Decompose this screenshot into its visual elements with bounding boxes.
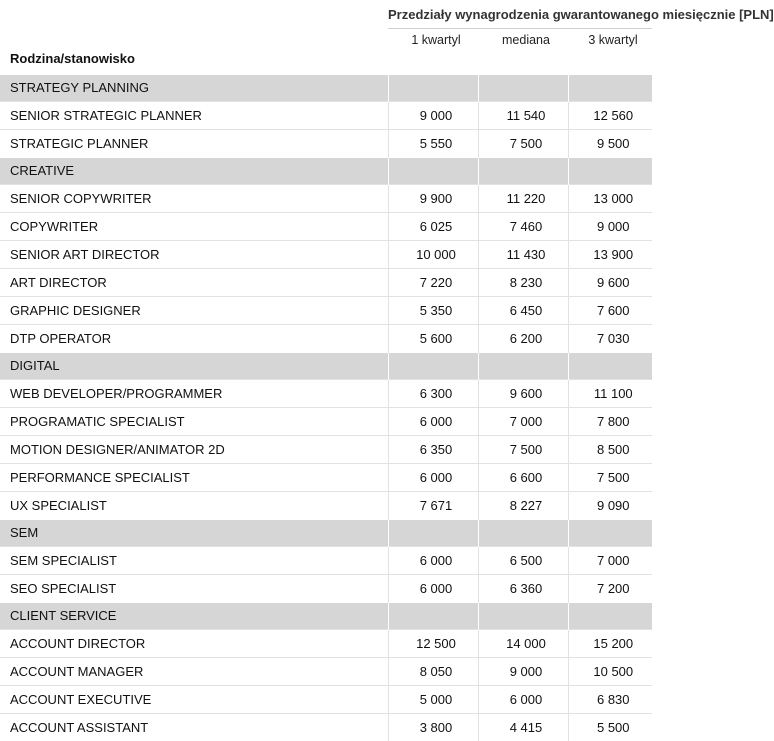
q3-value: 9 500 [568, 129, 652, 157]
q1-value: 5 600 [388, 324, 478, 352]
median-value: 9 600 [478, 379, 568, 407]
q1-value: 7 220 [388, 268, 478, 296]
table-row [0, 129, 652, 157]
median-value: 7 500 [478, 435, 568, 463]
q3-value: 13 000 [568, 184, 652, 212]
position-name: SENIOR COPYWRITER [0, 184, 388, 212]
section-cell [478, 519, 568, 546]
section-name: SEM [0, 519, 388, 546]
median-value: 8 230 [478, 268, 568, 296]
q3-value: 5 500 [568, 713, 652, 741]
section-name: STRATEGY PLANNING [0, 74, 388, 101]
section-cell [478, 74, 568, 101]
median-value: 8 227 [478, 491, 568, 519]
section-row [0, 74, 652, 101]
section-cell [388, 602, 478, 629]
table-row [0, 713, 652, 741]
section-name: CREATIVE [0, 157, 388, 184]
table-row [0, 268, 652, 296]
median-value: 6 000 [478, 685, 568, 713]
column-header-row [0, 29, 652, 75]
column-header-q1: 1 kwartyl [411, 33, 461, 47]
section-name: DIGITAL [0, 352, 388, 379]
median-value: 9 000 [478, 657, 568, 685]
position-name: COPYWRITER [0, 212, 388, 240]
q1-value: 6 000 [388, 574, 478, 602]
q1-value: 5 000 [388, 685, 478, 713]
q3-value: 7 800 [568, 407, 652, 435]
table-row [0, 324, 652, 352]
position-name: SENIOR ART DIRECTOR [0, 240, 388, 268]
position-name: ACCOUNT EXECUTIVE [0, 685, 388, 713]
q3-value: 9 090 [568, 491, 652, 519]
median-value: 14 000 [478, 629, 568, 657]
q3-value: 7 000 [568, 546, 652, 574]
position-name: UX SPECIALIST [0, 491, 388, 519]
q1-value: 5 350 [388, 296, 478, 324]
q3-value: 7 200 [568, 574, 652, 602]
q1-value: 9 000 [388, 101, 478, 129]
section-cell [568, 352, 652, 379]
section-cell [388, 519, 478, 546]
table-row [0, 240, 652, 268]
table-row [0, 407, 652, 435]
section-cell [388, 74, 478, 101]
table-title-row [0, 0, 652, 29]
position-name: STRATEGIC PLANNER [0, 129, 388, 157]
section-cell [568, 157, 652, 184]
table-row [0, 379, 652, 407]
row-label-header: Rodzina/stanowisko [10, 50, 135, 66]
q1-value: 12 500 [388, 629, 478, 657]
q3-value: 7 030 [568, 324, 652, 352]
section-cell [568, 519, 652, 546]
position-name: MOTION DESIGNER/ANIMATOR 2D [0, 435, 388, 463]
table-row [0, 212, 652, 240]
section-cell [478, 157, 568, 184]
q3-value: 12 560 [568, 101, 652, 129]
median-value: 6 450 [478, 296, 568, 324]
section-cell [478, 352, 568, 379]
q1-value: 6 000 [388, 546, 478, 574]
section-cell [568, 74, 652, 101]
q1-value: 6 000 [388, 463, 478, 491]
q3-value: 7 500 [568, 463, 652, 491]
table-row [0, 546, 652, 574]
section-cell [388, 352, 478, 379]
q3-value: 15 200 [568, 629, 652, 657]
section-row [0, 352, 652, 379]
position-name: ACCOUNT ASSISTANT [0, 713, 388, 741]
table-row [0, 491, 652, 519]
q1-value: 6 350 [388, 435, 478, 463]
q3-value: 11 100 [568, 379, 652, 407]
table-row [0, 629, 652, 657]
position-name: SENIOR STRATEGIC PLANNER [0, 101, 388, 129]
median-value: 4 415 [478, 713, 568, 741]
q3-value: 6 830 [568, 685, 652, 713]
section-row [0, 602, 652, 629]
q1-value: 10 000 [388, 240, 478, 268]
median-value: 7 460 [478, 212, 568, 240]
section-row [0, 157, 652, 184]
section-cell [388, 157, 478, 184]
median-value: 7 000 [478, 407, 568, 435]
q3-value: 9 600 [568, 268, 652, 296]
q3-value: 13 900 [568, 240, 652, 268]
median-value: 11 220 [478, 184, 568, 212]
q1-value: 5 550 [388, 129, 478, 157]
q1-value: 9 900 [388, 184, 478, 212]
table-row [0, 435, 652, 463]
q1-value: 3 800 [388, 713, 478, 741]
position-name: ACCOUNT MANAGER [0, 657, 388, 685]
position-name: ART DIRECTOR [0, 268, 388, 296]
q1-value: 8 050 [388, 657, 478, 685]
q3-value: 8 500 [568, 435, 652, 463]
q1-value: 7 671 [388, 491, 478, 519]
q3-value: 10 500 [568, 657, 652, 685]
table-body [0, 74, 652, 741]
table-row [0, 296, 652, 324]
q1-value: 6 000 [388, 407, 478, 435]
position-name: SEM SPECIALIST [0, 546, 388, 574]
q1-value: 6 300 [388, 379, 478, 407]
median-value: 6 200 [478, 324, 568, 352]
q3-value: 7 600 [568, 296, 652, 324]
position-name: PERFORMANCE SPECIALIST [0, 463, 388, 491]
table-row [0, 184, 652, 212]
median-value: 7 500 [478, 129, 568, 157]
q1-value: 6 025 [388, 212, 478, 240]
table-row [0, 574, 652, 602]
position-name: PROGRAMATIC SPECIALIST [0, 407, 388, 435]
section-row [0, 519, 652, 546]
section-name: CLIENT SERVICE [0, 602, 388, 629]
position-name: ACCOUNT DIRECTOR [0, 629, 388, 657]
median-value: 11 540 [478, 101, 568, 129]
column-header-q3: 3 kwartyl [588, 33, 638, 47]
median-value: 6 360 [478, 574, 568, 602]
table-row [0, 101, 652, 129]
position-name: WEB DEVELOPER/PROGRAMMER [0, 379, 388, 407]
median-value: 6 500 [478, 546, 568, 574]
median-value: 6 600 [478, 463, 568, 491]
table-row [0, 463, 652, 491]
median-value: 11 430 [478, 240, 568, 268]
position-name: DTP OPERATOR [0, 324, 388, 352]
section-cell [478, 602, 568, 629]
table-title: Przedziały wynagrodzenia gwarantowanego miesięcznie [PLN] [388, 0, 652, 29]
q3-value: 9 000 [568, 212, 652, 240]
title-spacer [0, 0, 388, 29]
table-row [0, 685, 652, 713]
position-name: GRAPHIC DESIGNER [0, 296, 388, 324]
column-header-median: mediana [502, 33, 550, 47]
section-cell [568, 602, 652, 629]
table-row [0, 657, 652, 685]
position-name: SEO SPECIALIST [0, 574, 388, 602]
